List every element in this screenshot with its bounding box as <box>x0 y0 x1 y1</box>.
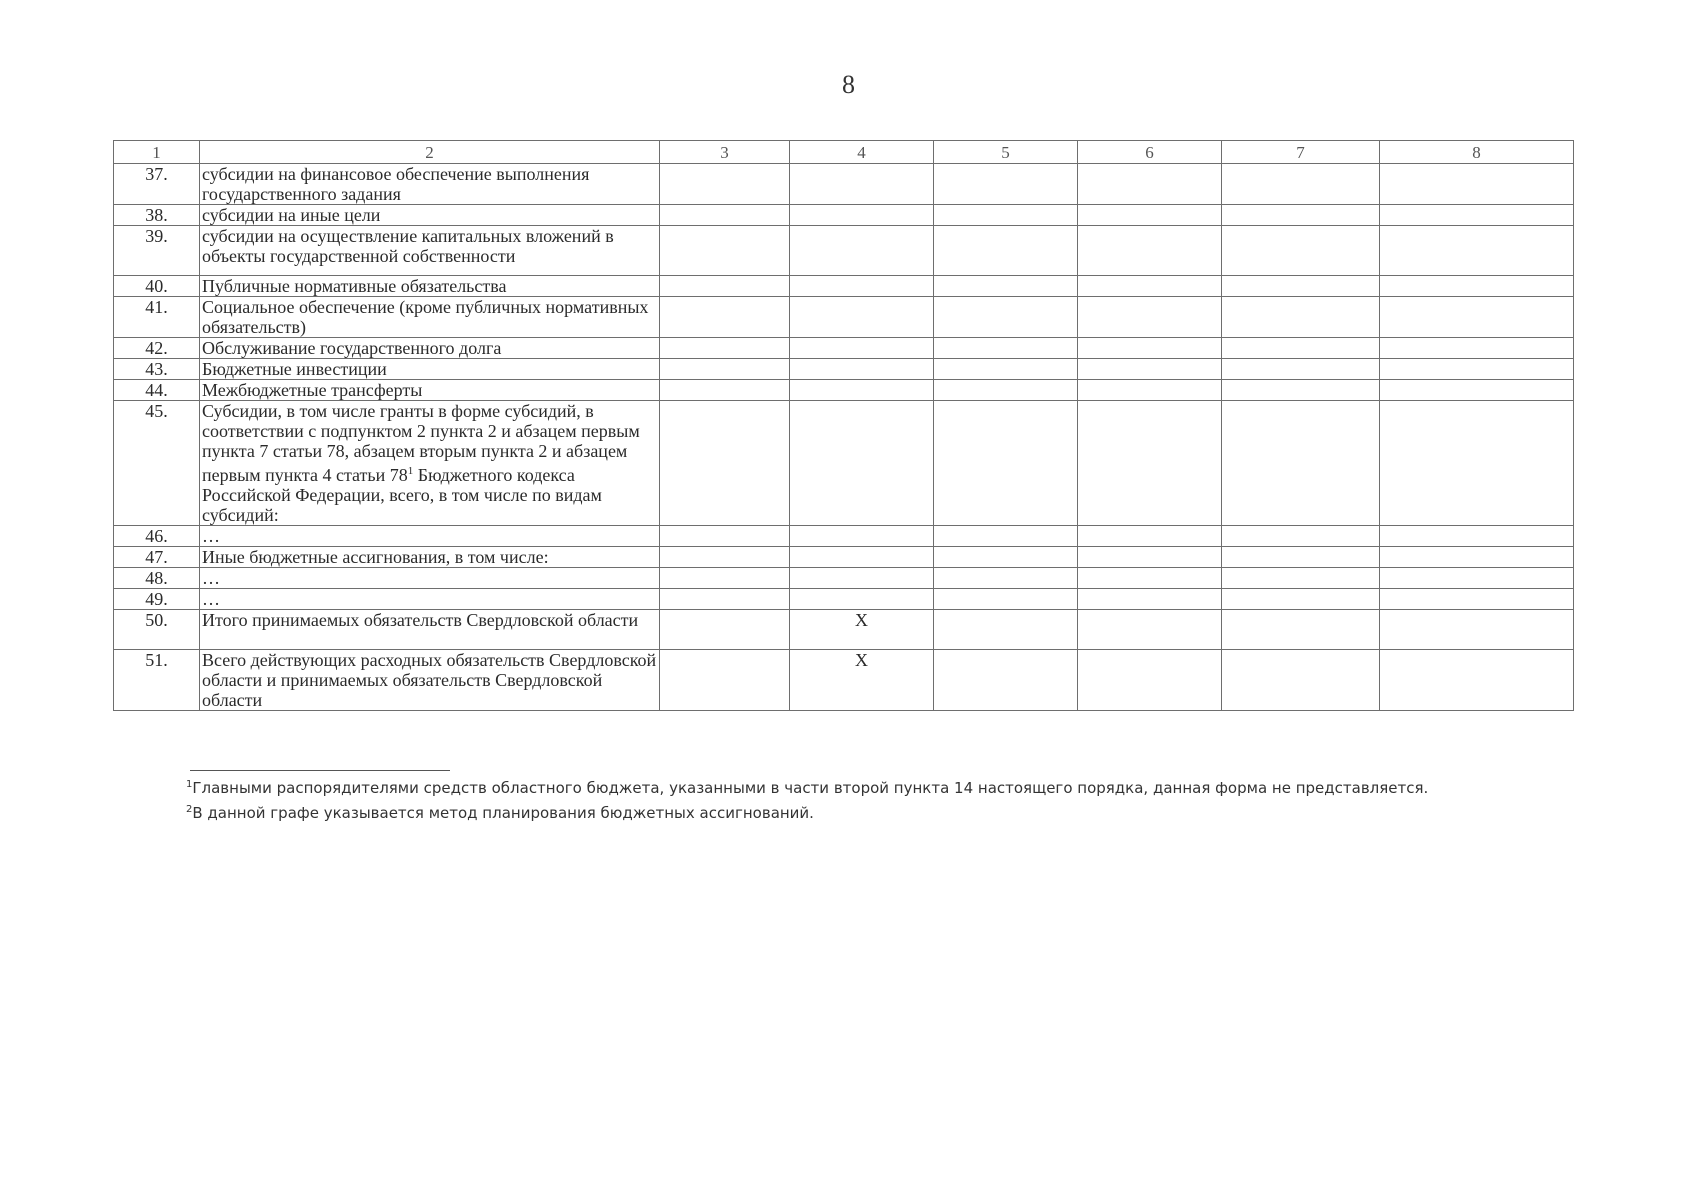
table-cell <box>1222 359 1380 380</box>
table-cell <box>1380 226 1574 276</box>
row-description: Итого принимаемых обязательств Свердловской области <box>200 610 660 650</box>
table-cell <box>1078 380 1222 401</box>
column-header: 6 <box>1078 141 1222 164</box>
table-row <box>114 205 1574 226</box>
table-row <box>114 526 1574 547</box>
footnote-separator <box>190 770 450 771</box>
table-cell <box>1222 526 1380 547</box>
row-number: 50. <box>114 610 200 650</box>
table-cell <box>1222 338 1380 359</box>
row-number: 42. <box>114 338 200 359</box>
not-applicable-mark: Х <box>790 650 934 711</box>
table-cell <box>1078 568 1222 589</box>
row-description <box>200 401 660 526</box>
column-header: 7 <box>1222 141 1380 164</box>
row-number: 45. <box>114 401 200 526</box>
table-cell <box>1078 610 1222 650</box>
table-cell <box>1078 276 1222 297</box>
table-cell <box>934 205 1078 226</box>
table-cell <box>660 297 790 338</box>
table-header-row <box>114 141 1574 164</box>
table-cell <box>660 568 790 589</box>
table-cell <box>790 547 934 568</box>
table-cell <box>1222 380 1380 401</box>
table-cell <box>660 380 790 401</box>
table-cell <box>1078 226 1222 276</box>
row-description: … <box>200 589 660 610</box>
table-cell <box>1078 359 1222 380</box>
table-cell <box>1380 589 1574 610</box>
footnote-1 <box>186 774 1428 799</box>
table-row <box>114 547 1574 568</box>
table-row <box>114 610 1574 650</box>
row-description: Публичные нормативные обязательства <box>200 276 660 297</box>
table-cell <box>1380 297 1574 338</box>
table-cell <box>1078 589 1222 610</box>
table-cell <box>934 164 1078 205</box>
table-row <box>114 650 1574 711</box>
table-row <box>114 568 1574 589</box>
table-cell <box>1380 359 1574 380</box>
not-applicable-mark: Х <box>790 610 934 650</box>
table-cell <box>1380 547 1574 568</box>
table-cell <box>790 526 934 547</box>
row-number: 48. <box>114 568 200 589</box>
table-cell <box>1380 276 1574 297</box>
row-number: 40. <box>114 276 200 297</box>
page-number: 8 <box>842 70 855 99</box>
table-cell <box>660 226 790 276</box>
table-cell <box>934 380 1078 401</box>
row-description: Бюджетные инвестиции <box>200 359 660 380</box>
footnote-marker: 1 <box>186 779 193 790</box>
table-cell <box>1078 650 1222 711</box>
table-cell <box>1222 610 1380 650</box>
footnote-marker: 1 <box>407 465 414 477</box>
table-cell <box>1222 276 1380 297</box>
table-cell <box>934 589 1078 610</box>
table-cell <box>660 276 790 297</box>
column-header: 3 <box>660 141 790 164</box>
table-cell <box>1380 610 1574 650</box>
footnote-marker: 2 <box>186 804 193 815</box>
row-description: Обслуживание государственного долга <box>200 338 660 359</box>
row-number: 38. <box>114 205 200 226</box>
table-cell <box>1222 650 1380 711</box>
table-cell <box>934 297 1078 338</box>
table-cell <box>934 226 1078 276</box>
row-number: 39. <box>114 226 200 276</box>
table-cell <box>934 276 1078 297</box>
column-header: 5 <box>934 141 1078 164</box>
table-cell <box>1078 338 1222 359</box>
table-cell <box>1380 401 1574 526</box>
table-cell <box>934 359 1078 380</box>
footnote-2 <box>186 799 1428 824</box>
column-header: 2 <box>200 141 660 164</box>
table-cell <box>1078 401 1222 526</box>
table-cell <box>1222 226 1380 276</box>
row-description: Межбюджетные трансферты <box>200 380 660 401</box>
table-cell <box>1380 164 1574 205</box>
column-header: 4 <box>790 141 934 164</box>
table-cell <box>660 205 790 226</box>
footnote-text: Главными распорядителями средств областного бюджета, указанными в части второй пункта 14 настоящего порядка, данная форма не представляется. <box>192 779 1429 797</box>
footnote-text: В данной графе указывается метод планирования бюджетных ассигнований. <box>192 804 814 822</box>
table-cell <box>1222 401 1380 526</box>
table-cell <box>1078 205 1222 226</box>
row-description: Социальное обеспечение (кроме публичных нормативных обязательств) <box>200 297 660 338</box>
table-cell <box>790 589 934 610</box>
table-cell <box>1222 297 1380 338</box>
row-description-tail: Бюджетного кодекса Российской Федерации, всего, в том числе по видам субсидий: <box>202 465 602 525</box>
table-cell <box>934 650 1078 711</box>
table-row <box>114 380 1574 401</box>
table-cell <box>934 401 1078 526</box>
column-header: 1 <box>114 141 200 164</box>
table-row <box>114 164 1574 205</box>
table-cell <box>1380 205 1574 226</box>
table-cell <box>934 610 1078 650</box>
table-cell <box>1380 338 1574 359</box>
table-cell <box>660 401 790 526</box>
table-row <box>114 338 1574 359</box>
row-number: 46. <box>114 526 200 547</box>
obligations-table <box>113 140 1574 711</box>
column-header: 8 <box>1380 141 1574 164</box>
table-cell <box>660 338 790 359</box>
table-cell <box>790 401 934 526</box>
row-description: субсидии на финансовое обеспечение выполнения государственного задания <box>200 164 660 205</box>
table-cell <box>660 610 790 650</box>
table-cell <box>1222 589 1380 610</box>
table-cell <box>934 526 1078 547</box>
table-cell <box>934 338 1078 359</box>
table-cell <box>1380 650 1574 711</box>
table-cell <box>934 547 1078 568</box>
table-cell <box>790 338 934 359</box>
table-cell <box>660 547 790 568</box>
row-number: 44. <box>114 380 200 401</box>
table-cell <box>1222 164 1380 205</box>
row-description: Всего действующих расходных обязательств Свердловской области и принимаемых обязательств Свердловской области <box>200 650 660 711</box>
table-cell <box>1222 568 1380 589</box>
table-cell <box>790 568 934 589</box>
table-cell <box>1380 526 1574 547</box>
table-cell <box>1222 205 1380 226</box>
table-cell <box>790 226 934 276</box>
row-number: 37. <box>114 164 200 205</box>
table-cell <box>660 164 790 205</box>
table-row <box>114 359 1574 380</box>
table-cell <box>790 164 934 205</box>
table-cell <box>934 568 1078 589</box>
table-cell <box>1078 526 1222 547</box>
table-cell <box>790 297 934 338</box>
table-cell <box>660 589 790 610</box>
row-description: субсидии на осуществление капитальных вложений в объекты государственной собственности <box>200 226 660 276</box>
row-number: 41. <box>114 297 200 338</box>
table-cell <box>660 650 790 711</box>
table-row <box>114 276 1574 297</box>
row-number: 51. <box>114 650 200 711</box>
table-row <box>114 401 1574 526</box>
table-row <box>114 589 1574 610</box>
table-cell <box>1078 547 1222 568</box>
table-cell <box>790 205 934 226</box>
table-cell <box>1078 164 1222 205</box>
table-cell <box>1222 547 1380 568</box>
table-cell <box>790 380 934 401</box>
row-number: 47. <box>114 547 200 568</box>
row-description: … <box>200 526 660 547</box>
row-number: 49. <box>114 589 200 610</box>
row-description-main: Субсидии, в том числе гранты в форме субсидий, в соответствии с подпунктом 2 пункта 2 и абзацем первым пункта 7 статьи 78, абзацем вторым пункта 2 и абзацем первым пункта 4 статьи 78 <box>202 401 640 485</box>
row-description: субсидии на иные цели <box>200 205 660 226</box>
table-cell <box>790 359 934 380</box>
row-number: 43. <box>114 359 200 380</box>
table-cell <box>790 276 934 297</box>
table-cell <box>660 526 790 547</box>
footnotes <box>186 774 1428 824</box>
table-cell <box>660 359 790 380</box>
table-row <box>114 297 1574 338</box>
table-cell <box>1380 380 1574 401</box>
table-row <box>114 226 1574 276</box>
row-description: … <box>200 568 660 589</box>
table-cell <box>1380 568 1574 589</box>
row-description: Иные бюджетные ассигнования, в том числе: <box>200 547 660 568</box>
table-cell <box>1078 297 1222 338</box>
